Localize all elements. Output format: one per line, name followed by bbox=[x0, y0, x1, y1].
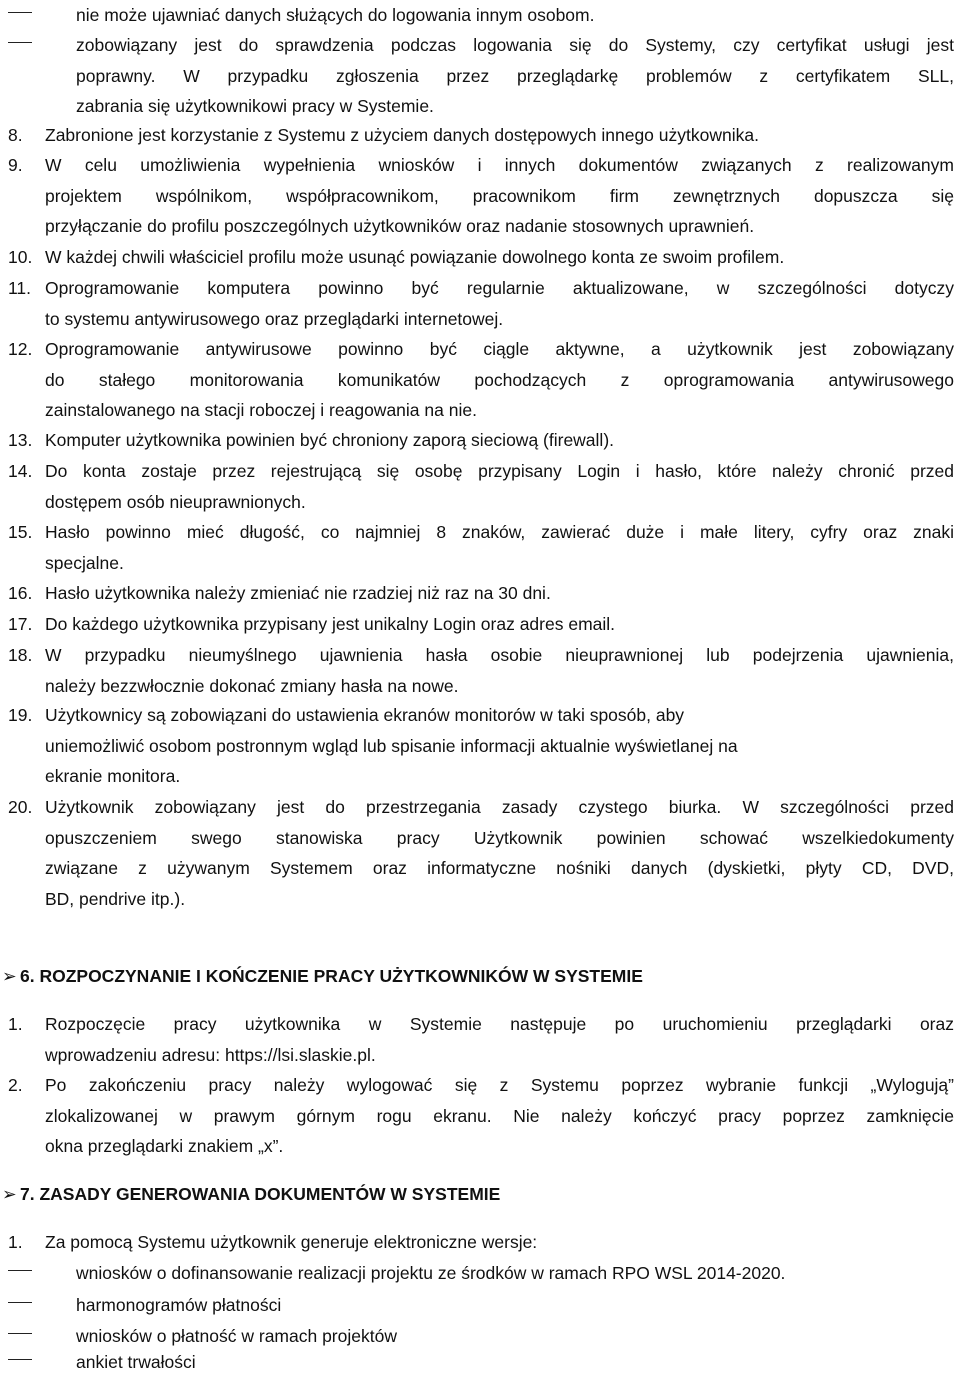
item-number: 1. bbox=[8, 1014, 23, 1034]
item-line: przyłączanie do profilu poszczególnych użytkowników oraz nadanie stosownych uprawnień. bbox=[45, 216, 755, 236]
item-line: Oprogramowanie antywirusowe powinno być ciągle aktywne, a użytkownik jest zobowiązany bbox=[45, 339, 954, 359]
item-number: 13. bbox=[8, 430, 33, 450]
bullet-line: ankiet trwałości bbox=[76, 1352, 196, 1372]
item-line: W celu umożliwienia wypełnienia wniosków i innych dokumentów związanych z realizowanym bbox=[45, 155, 954, 175]
bullet-line: wniosków o płatność w ramach projektów bbox=[76, 1326, 397, 1346]
item-line: Hasło użytkownika należy zmieniać nie rzadziej niż raz na 30 dni. bbox=[45, 583, 551, 603]
item-number: 2. bbox=[8, 1075, 23, 1095]
section-heading-7 bbox=[0, 1179, 960, 1209]
item-line: zainstalowanego na stacji roboczej i reagowania na nie. bbox=[45, 400, 477, 420]
item-line: opuszczeniem swego stanowiska pracy Użytkownik powinien schować wszelkiedokumenty bbox=[45, 827, 954, 848]
item-number: 18. bbox=[8, 645, 33, 665]
item-line: należy bezzwłocznie dokonać zmiany hasła na nowe. bbox=[45, 675, 459, 696]
item-number: 10. bbox=[8, 247, 33, 267]
item-number: 16. bbox=[8, 583, 33, 603]
arrow-bullet-icon: ➢ bbox=[2, 1184, 17, 1204]
item-line: Rozpoczęcie pracy użytkownika w Systemie następuje po uruchomieniu przeglądarki oraz bbox=[45, 1014, 954, 1034]
section-title: 7. ZASADY GENEROWANIA DOKUMENTÓW W SYSTEMIE bbox=[20, 1184, 501, 1204]
item-line: Po zakończeniu pracy należy wylogować się z Systemu poprzez wybranie funkcji „Wylogują” bbox=[45, 1075, 954, 1095]
item-line: Oprogramowanie komputera powinno być regularnie aktualizowane, w szczególności dotyczy bbox=[45, 278, 954, 298]
item-line: W przypadku nieumyślnego ujawnienia hasła osobie nieuprawnionej lub podejrzenia ujawnienia, bbox=[45, 645, 954, 665]
item-line: Do konta zostaje przez rejestrującą się osobę przypisany Login i hasło, które należy chronić przed bbox=[45, 461, 954, 481]
item-line: Użytkownicy są zobowiązani do ustawienia ekranów monitorów w taki sposób, aby bbox=[45, 705, 685, 725]
item-number: 14. bbox=[8, 461, 33, 481]
item-line: dostępem osób nieuprawnionych. bbox=[45, 491, 306, 512]
item-line: związane z używanym Systemem oraz informatyczne nośniki danych (dyskietki, płyty CD, DVD, bbox=[45, 858, 954, 878]
item-number: 12. bbox=[8, 339, 33, 359]
item-line: wprowadzeniu adresu: https://lsi.slaskie.pl. bbox=[45, 1044, 376, 1065]
item-line: Komputer użytkownika powinien być chroniony zaporą sieciową (firewall). bbox=[45, 430, 615, 450]
item-line: BD, pendrive itp.). bbox=[45, 888, 186, 909]
item-number: 9. bbox=[8, 155, 23, 175]
item-line: projektem wspólnikom, współpracownikom, pracownikom firm zewnętrznych dopuszcza się bbox=[45, 185, 954, 206]
item-line: specjalne. bbox=[45, 552, 124, 573]
item-line: uniemożliwić osobom postronnym wgląd lub spisanie informacji aktualnie wyświetlanej na bbox=[45, 735, 738, 756]
item-line: Do każdego użytkownika przypisany jest unikalny Login oraz adres email. bbox=[45, 614, 616, 634]
item-number: 19. bbox=[8, 705, 33, 725]
bullet-line: poprawny. W przypadku zgłoszenia przez przeglądarkę problemów z certyfikatem SLL, bbox=[76, 65, 954, 86]
item-number: 11. bbox=[8, 278, 32, 298]
section-title: 6. ROZPOCZYNANIE I KOŃCZENIE PRACY UŻYTKOWNIKÓW W SYSTEMIE bbox=[20, 966, 643, 986]
section-heading-6 bbox=[0, 961, 960, 991]
item-number: 8. bbox=[8, 125, 23, 145]
bullet-line: nie może ujawniać danych służących do logowania innym osobom. bbox=[76, 5, 595, 25]
item-line: zlokalizowanej w prawym górnym rogu ekranu. Nie należy kończyć pracy poprzez zamknięcie bbox=[45, 1105, 954, 1126]
item-line: Zabronione jest korzystanie z Systemu z użyciem danych dostępowych innego użytkownika. bbox=[45, 125, 759, 145]
item-line: Za pomocą Systemu użytkownik generuje elektroniczne wersje: bbox=[45, 1232, 538, 1252]
arrow-bullet-icon: ➢ bbox=[2, 966, 17, 986]
item-line: Hasło powinno mieć długość, co najmniej 8 znaków, zawierać duże i małe litery, cyfry oraz znaki bbox=[45, 522, 954, 542]
item-line: W każdej chwili właściciel profilu może usunąć powiązanie dowolnego konta ze swoim profilem. bbox=[45, 247, 785, 267]
bullet-line: wniosków o dofinansowanie realizacji projektu ze środków w ramach RPO WSL 2014-2020. bbox=[76, 1263, 786, 1283]
item-line: okna przeglądarki znakiem „x”. bbox=[45, 1136, 284, 1156]
bullet-line: zobowiązany jest do sprawdzenia podczas logowania się do Systemy, czy certyfikat usługi jest bbox=[76, 35, 954, 55]
item-line: ekranie monitora. bbox=[45, 766, 181, 786]
item-number: 1. bbox=[8, 1232, 23, 1252]
bullet-line: zabrania się użytkownikowi pracy w Systemie. bbox=[76, 96, 434, 116]
item-number: 15. bbox=[8, 522, 33, 542]
bullet-line: harmonogramów płatności bbox=[76, 1295, 282, 1315]
item-line: do stałego monitorowania komunikatów pochodzących z oprogramowania antywirusowego bbox=[45, 369, 954, 390]
item-line: Użytkownik zobowiązany jest do przestrzegania zasady czystego biurka. W szczególności przed bbox=[45, 797, 954, 817]
item-number: 20. bbox=[8, 797, 33, 817]
item-line: to systemu antywirusowego oraz przeglądarki internetowej. bbox=[45, 308, 504, 329]
item-number: 17. bbox=[8, 614, 33, 634]
